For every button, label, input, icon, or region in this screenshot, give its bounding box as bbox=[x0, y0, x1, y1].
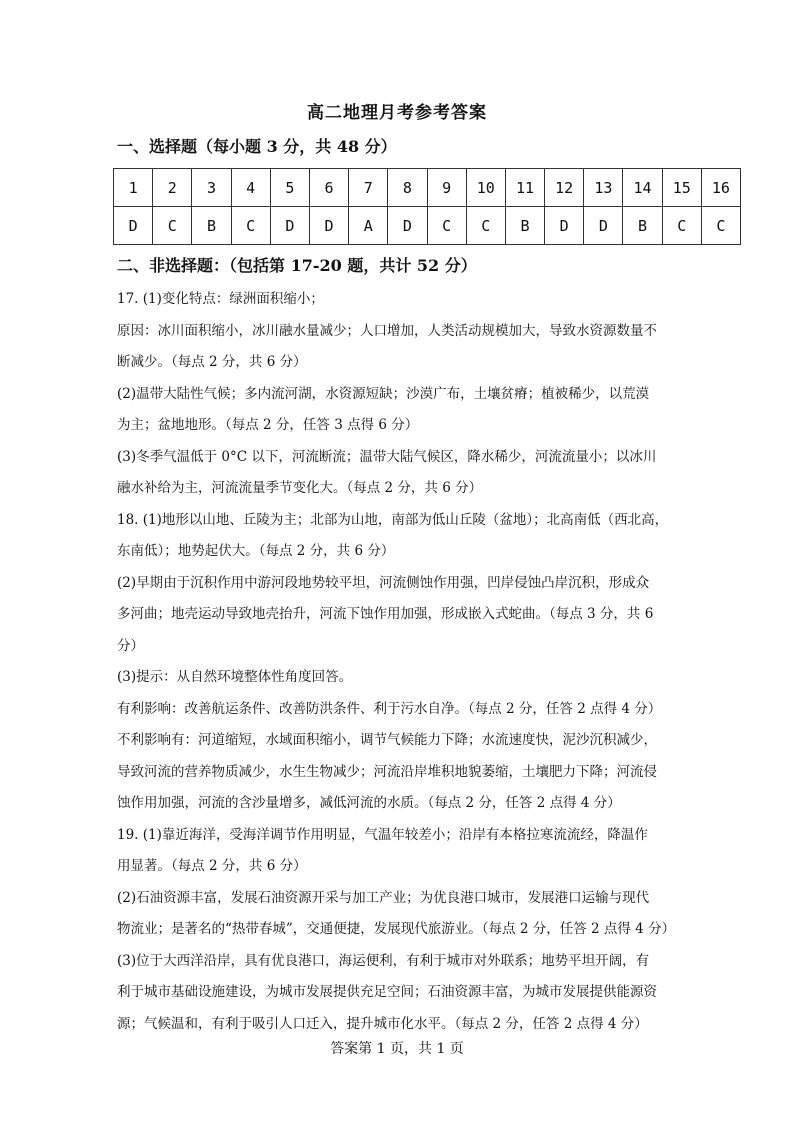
answer-line: 分） bbox=[117, 637, 144, 654]
page-title: 高二地理月考参考答案 bbox=[307, 103, 487, 123]
answer-line: 多河曲；地壳运动导致地壳抬升，河流下蚀作用加强，形成嵌入式蛇曲。（每点 3 分，共 6 bbox=[117, 606, 654, 622]
question-number: 11 bbox=[505, 169, 544, 207]
answer-cell: C bbox=[153, 207, 192, 245]
question-number: 8 bbox=[388, 169, 427, 207]
question-number: 15 bbox=[662, 169, 701, 207]
answer-cell: C bbox=[466, 207, 505, 245]
section-heading-nonchoice: 二、非选择题：（包括第 17-20 题，共计 52 分） bbox=[117, 256, 477, 275]
answer-line: 物流业；是著名的“热带春城”，交通便捷，发展现代旅游业。（每点 2 分，任答 2 点得 4 分） bbox=[117, 921, 676, 937]
answer-line: (3)冬季气温低于 0°C 以下，河流断流；温带大陆气候区，降水稀少，河流流量小；以冰川 bbox=[117, 448, 657, 465]
section-heading-choice: 一、选择题（每小题 3 分，共 48 分） bbox=[117, 137, 397, 156]
answer-line: 融水补给为主，河流流量季节变化大。（每点 2 分，共 6 分） bbox=[117, 480, 483, 496]
answer-line: 17. (1)变化特点：绿洲面积缩小； bbox=[117, 291, 324, 307]
answer-cell: C bbox=[427, 207, 466, 245]
answer-line: 不利影响有：河道缩短，水域面积缩小，调节气候能力下降；水流速度快，泥沙沉积减少， bbox=[117, 732, 657, 748]
question-number: 6 bbox=[309, 169, 348, 207]
question-number: 5 bbox=[270, 169, 309, 207]
answer-line: 蚀作用加强，河流的含沙量增多，减低河流的水质。（每点 2 分，任答 2 点得 4 分） bbox=[117, 795, 621, 811]
answer-cell: D bbox=[270, 207, 309, 245]
question-number-row bbox=[114, 169, 741, 207]
question-number: 13 bbox=[584, 169, 623, 207]
question-number: 1 bbox=[114, 169, 153, 207]
answer-line: (2)温带大陆性气候；多内流河湖，水资源短缺；沙漠广布，土壤贫瘠；植被稀少，以荒漠 bbox=[117, 385, 650, 402]
question-number: 9 bbox=[427, 169, 466, 207]
question-number: 4 bbox=[231, 169, 270, 207]
answer-cell: D bbox=[309, 207, 348, 245]
answer-line: 断减少。（每点 2 分，共 6 分） bbox=[117, 354, 307, 370]
question-number: 16 bbox=[701, 169, 740, 207]
answer-cell: D bbox=[114, 207, 153, 245]
answer-cell: C bbox=[662, 207, 701, 245]
answer-line: 19. (1)靠近海洋，受海洋调节作用明显，气温年较差小；沿岸有本格拉寒流流经，降温作 bbox=[117, 826, 648, 843]
question-number: 12 bbox=[545, 169, 584, 207]
question-number: 2 bbox=[153, 169, 192, 207]
answer-cell: C bbox=[701, 207, 740, 245]
answer-cell: B bbox=[192, 207, 231, 245]
answer-line: 利于城市基础设施建设，为城市发展提供充足空间；石油资源丰富，为城市发展提供能源资 bbox=[117, 984, 657, 1000]
answer-cell: D bbox=[545, 207, 584, 245]
answer-row bbox=[114, 207, 741, 245]
page-footer: 答案第 1 页，共 1 页 bbox=[330, 1041, 464, 1057]
answer-body bbox=[117, 284, 683, 1040]
question-number: 7 bbox=[349, 169, 388, 207]
answer-line: 为主；盆地地形。（每点 2 分，任答 3 点得 6 分） bbox=[117, 417, 419, 433]
question-number: 14 bbox=[623, 169, 662, 207]
answer-cell: D bbox=[388, 207, 427, 245]
answer-line: (3)位于大西洋沿岸，具有优良港口，海运便利，有利于城市对外联系；地势平坦开阔，有 bbox=[117, 952, 650, 969]
answer-line: 原因：冰川面积缩小，冰川融水量减少；人口增加，人类活动规模加大，导致水资源数量不 bbox=[117, 322, 657, 339]
answer-cell: B bbox=[623, 207, 662, 245]
answer-cell: D bbox=[584, 207, 623, 245]
answer-line: 有利影响：改善航运条件、改善防洪条件、利于污水自净。（每点 2 分，任答 2 点得 4 分） bbox=[117, 700, 662, 717]
answer-line: (2)早期由于沉积作用中游河段地势较平坦，河流侧蚀作用强，凹岸侵蚀凸岸沉积，形成众 bbox=[117, 574, 650, 591]
answer-table bbox=[113, 168, 741, 245]
answer-cell: A bbox=[349, 207, 388, 245]
question-number: 10 bbox=[466, 169, 505, 207]
answer-line: 源；气候温和，有利于吸引人口迁入，提升城市化水平。（每点 2 分，任答 2 点得 4 分） bbox=[117, 1015, 648, 1032]
answer-line: 18. (1)地形以山地、丘陵为主；北部为山地，南部为低山丘陵（盆地）；北高南低（西北高， bbox=[117, 511, 669, 528]
question-number: 3 bbox=[192, 169, 231, 207]
answer-line: 导致河流的营养物质减少，水生生物减少；河流沿岸堆积地貌萎缩，土壤肥力下降；河流侵 bbox=[117, 763, 657, 780]
answer-line: 用显著。（每点 2 分，共 6 分） bbox=[117, 858, 307, 874]
answer-line: 东南低）；地势起伏大。（每点 2 分，共 6 分） bbox=[117, 543, 395, 559]
answer-cell: B bbox=[505, 207, 544, 245]
answer-line: (3)提示：从自然环境整体性角度回答。 bbox=[117, 669, 353, 685]
answer-cell: C bbox=[231, 207, 270, 245]
answer-line: (2)石油资源丰富，发展石油资源开采与加工产业；为优良港口城市，发展港口运输与现代 bbox=[117, 889, 650, 906]
